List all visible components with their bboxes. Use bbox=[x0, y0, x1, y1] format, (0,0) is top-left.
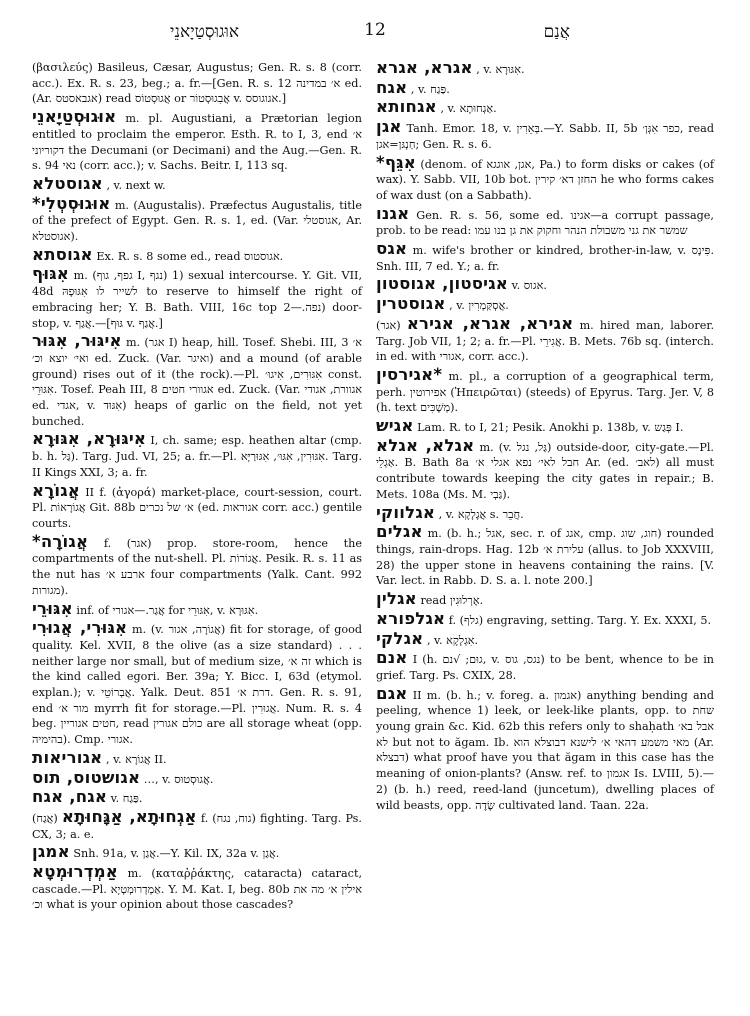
entry-headword: אנם bbox=[376, 648, 408, 668]
dictionary-entry bbox=[376, 313, 715, 365]
dictionary-entry bbox=[376, 296, 714, 314]
entry-definition: m. (b. h.; אגל, sec. r. of אגג, cmp. חוג, שוג) rounded things, rain-drops. Hag. 12b עלירת א׳ (allus. to Job XXXVIII, 28) the upper stone in heavens containing the rains. [V. Var. lect. in Rabb. D. S. a. l. note 200.] bbox=[376, 527, 715, 588]
entry-headword: אגושטוס, תוס bbox=[32, 767, 141, 787]
entry-headword: אֲגוֹרָא bbox=[32, 480, 80, 500]
entry-definition: m. pl. Augustiani, a Prætorian legion entitled to proclaim the emperor. Esth. R. to I, 3, end א׳ דקוריוני the Decumani (or Decimani) and the Aug.—Gen. R. s. 94 נאי (corr. acc.); v. Sachs. Beitr. I, 113 sq. bbox=[32, 112, 362, 173]
entry-definition: v. אגוס. bbox=[511, 279, 547, 293]
dictionary-entry bbox=[32, 109, 362, 174]
entry-headword: אגוסתא bbox=[32, 244, 93, 264]
entry-definition: m. (v. גַּל, נגל) outside-door, city-gate.—Pl. אַגְלֵי. B. Bath 8a חבל לאי׳ נפא אגלי א׳ Ar. (ed. לאב׳) all must contribute towards keeping the city gates in repair.; B. Mets. 108a (Ms. M. גַּבְי). bbox=[376, 440, 714, 501]
dictionary-entry bbox=[376, 591, 714, 609]
dictionary-entry bbox=[376, 77, 714, 98]
entry-headword: אוּגוּסְטַיָאנֵי bbox=[32, 107, 117, 127]
dictionary-entry bbox=[376, 119, 714, 152]
entry-headword: אגירא, אגרא, אגירא bbox=[406, 313, 574, 333]
dictionary-entry bbox=[376, 241, 714, 274]
entry-definition: , v. אֲגוֹרָא II. bbox=[105, 752, 167, 766]
dictionary-entry bbox=[376, 152, 714, 204]
entry-headword: אִגּוּרֵי bbox=[32, 598, 73, 618]
entry-headword: אגלא, אגלא bbox=[376, 435, 475, 455]
entry-definition: , v. next w. bbox=[106, 178, 166, 192]
entry-headword: אִגּוּף bbox=[32, 264, 69, 284]
entry-definition: , v. אֲגָלָקָא s. חֲבֵר. bbox=[438, 507, 524, 521]
entry-definition: , v. פַּגַח. bbox=[410, 82, 450, 96]
entry-definition: m. (גפף, גוף I, נגף) 1) sexual intercourse. Y. Git. VII, 48d לשייר לו אִגּוּפָהּ to reserve to himself the right of embracing her; Y. B. Bath. VIII, 16c top נפה.—2) door-stop, v. אֲגַף.—[גּוּף v. אֲגַף.] bbox=[32, 269, 362, 330]
dictionary-entry bbox=[376, 99, 714, 117]
dictionary-entry bbox=[32, 806, 362, 842]
dictionary-entry bbox=[32, 747, 362, 768]
dictionary-entry bbox=[376, 650, 714, 683]
dictionary-entry bbox=[32, 844, 362, 862]
dictionary-entry bbox=[32, 193, 362, 245]
entry-definition: m. (Augustalis). Præfectus Augustalis, title of the prefect of Egypt. Gen. R. s. 1, ed. (Var. אגוסטלי, Ar. אגוסטלא). bbox=[32, 198, 362, 244]
entry-definition: …, v. אֲגוּסְטוּס. bbox=[143, 772, 214, 786]
entry-headword: אגיש bbox=[376, 416, 414, 436]
entry-headword: אגלין bbox=[376, 589, 417, 609]
entry-headword: אגס bbox=[376, 239, 408, 259]
entry-definition: Ex. R. s. 8 some ed., read אגוסטוס. bbox=[96, 249, 284, 263]
entry-definition: read אֶרְלוּגִין. bbox=[420, 594, 484, 608]
entry-definition: (βασιλεύς) Basileus, Cæsar, Augustus; Gen. R. s. 8 (corr. acc.). Ex. R. s. 23, beg.; a. fr.—[Gen. R. s. 12 א׳ במדינה ed. (Ar. אגבאסטס) read אֲגוּסְטוֹס or אֲבִגוּסְטוֹר v. אגוגוסס.] bbox=[32, 61, 363, 106]
entry-definition: (denom. of אגן, אוגגא, Pa.) to form disks or cakes (of wax). Y. Sabb. VII, 10b bot. החזן דא׳ קירין he who forms cakes of wax dust (on a Sabbath). bbox=[376, 157, 714, 202]
entry-headword: אגלווקי bbox=[376, 502, 436, 522]
running-head-right: אֲנַם bbox=[543, 22, 570, 42]
dictionary-entry bbox=[376, 364, 714, 416]
dictionary-entry bbox=[376, 502, 714, 523]
dictionary-entry bbox=[32, 333, 362, 429]
entry-headword: אגוסטלא bbox=[32, 173, 103, 193]
entry-definition: m. (אגר I) heap, hill. Tosef. Shebi. III, 3 א׳ ואי׳ יוצא וכ׳ ed. Zuck. (Var. ואיגר) and a mound (of arable ground) rises out of it (the rock).—Pl. אִגּוּרִים, אִיגוּ׳ const. אִגּוּרֵי. Tosef. Peah III, 8 אגוורי חטים ed. Zuck. (Var. אגוורת, אגודי ed. אגדי, v. אִגּוּד) heaps of garlic on the field, not yet bunched. bbox=[32, 336, 363, 428]
entry-headword: אגירסין* bbox=[376, 364, 443, 384]
entry-definition: Snh. 91a, v. אֲגַן.—Y. Kil. IX, 32a v. אֲגַן. bbox=[73, 847, 280, 861]
dictionary-entry bbox=[376, 435, 714, 503]
entry-definition: m. pl., a corruption of a geographical term, perh. אפירוטין (Ἠπειρῶται) (steeds) of Epyrus. Targ. Jer. V, 8 (h. text מְשָׁכִּים). bbox=[376, 369, 714, 415]
entry-headword: אגנו bbox=[376, 203, 410, 223]
dictionary-entry bbox=[376, 683, 714, 814]
dictionary-entry bbox=[376, 418, 714, 436]
right-column bbox=[376, 60, 714, 815]
dictionary-entry bbox=[32, 620, 362, 748]
entry-headword: אגלפורא bbox=[376, 608, 446, 628]
entry-definition: I, ch. same; esp. heathen altar (cmp. b. h. גַּל). Targ. Jud. VI, 25; a. fr.—Pl. אִגּוּרִין, אִגּוּ׳, אִגּוּרַיָּא. Targ. II Kings XXI, 3; a. fr. bbox=[32, 434, 362, 479]
entry-definition: , v. אֲסְקַּמְרִין. bbox=[449, 299, 509, 313]
entry-headword: אִיגּוּר, אִגּוּר bbox=[32, 331, 122, 351]
entry-headword: אִגּוּרִי, אֲגוּרִי bbox=[32, 618, 128, 638]
dictionary-entry bbox=[32, 480, 363, 532]
entry-definition: II m. (b. h.; v. foreg. a. אגמון) anything bending and peeling, whence 1) leek, or leek-like plants, opp. to שחת young grain &c. Kid. 62b this refers only to shaḥath אבל בא׳ לא but not to ăgam. Ib. מאי משמע דהאי א׳ לישנא דבוצלא הוא (Ar. דבצלא) what proof have you that ăgam in this case has the meaning of onion-plants? (Answ. ref. to אגמון Is. LVIII, 5).—2) (b. h.) reed, reed-land (juncetum), dwelling places of wild beasts, opp. שָׂדֶה cultivated land. Taan. 22a. bbox=[376, 688, 714, 812]
entry-headword: אמגן bbox=[32, 842, 70, 862]
entry-definition: Gen. R. s. 56, some ed. אגינו—a corrupt passage, prob. to be read: שמשר את גני משבולת הנהר וחקוק את גן בנו עמו bbox=[376, 208, 714, 238]
dictionary-entry bbox=[32, 266, 362, 331]
entry-headword: אִיגּוּרָא, אִגּוּרָא bbox=[32, 429, 147, 449]
left-column bbox=[32, 60, 362, 915]
entry-headword: אגלקי bbox=[376, 628, 424, 648]
dictionary-entry bbox=[32, 789, 362, 807]
entry-headword: *אִגֵּף bbox=[376, 152, 416, 172]
dictionary-entry bbox=[32, 531, 363, 599]
entry-definition: m. (καταῤῥάκτης, cataracta) cataract, cascade.—Pl. אַמְדְרוּמְטְיָא. Y. M. Kat. I, beg. 80b אילין א׳ מה את וכ׳ what is your opinion about those cascades? bbox=[32, 867, 363, 912]
running-header bbox=[30, 18, 720, 48]
entry-definition: v. פַּגַח. bbox=[110, 792, 143, 806]
dictionary-entry bbox=[32, 60, 362, 107]
entry-definition: f. (גלף) engraving, setting. Targ. Y. Ex. XXXI, 5. bbox=[448, 613, 712, 627]
dictionary-entry bbox=[376, 276, 714, 294]
entry-headword: אַגְחוּתָא, אַגָּחוּתָא bbox=[61, 806, 197, 826]
dictionary-entry bbox=[376, 608, 714, 629]
entry-definition: Lam. R. to I, 21; Pesik. Anokhi p. 138b, v. פְּגַש I. bbox=[417, 421, 684, 435]
entry-definition: Tanh. Emor. 18, v. בְּאֵרִין.—Y. Sabb. II, 5b כפר אִגְּן׳, read חַנְגּן=אגן; Gen. R. s. 6. bbox=[376, 122, 714, 151]
dictionary-entry bbox=[32, 244, 362, 265]
entry-headword: אַמְדְרוּמְטָא bbox=[32, 862, 119, 882]
entry-definition: f. (אגר) prop. store-room, hence the compartments of the nut-shell. Pl. אֲגוֹרוֹת. Pesik. R. s. 11 as the nut has ארבע א׳ four compartments (Yalk. Cant. 992 מגורות). bbox=[32, 536, 363, 597]
dictionary-entry bbox=[376, 60, 714, 78]
page-number: 12 bbox=[364, 20, 386, 40]
entry-definition: (אֲגַח) f. (גוח, נגח) fighting. Targ. Ps. CX, 3; a. e. bbox=[32, 811, 362, 841]
dictionary-entry bbox=[32, 173, 362, 194]
dictionary-entry bbox=[376, 524, 714, 589]
dictionary-entry bbox=[376, 628, 714, 649]
dictionary-entry bbox=[32, 767, 362, 788]
entry-headword: אגח, אגח bbox=[32, 787, 108, 807]
dictionary-entry bbox=[32, 864, 362, 913]
dictionary-entry bbox=[376, 203, 714, 239]
entry-definition: , v. אִגְלָקָא. bbox=[426, 633, 479, 647]
entry-headword: *אֲגוֹרָה bbox=[32, 531, 89, 551]
entry-definition: II f. (ἀγορά) market-place, court-session, court. Pl. אֲגוֹרָאוֹת Git. 88b א׳ של נכרים (ed. אגוראות corr. acc.) gentile courts. bbox=[32, 485, 363, 530]
dictionary-entry bbox=[32, 598, 362, 619]
entry-headword: אגחותא bbox=[376, 97, 437, 117]
entry-definition: , v. אִגּוּרָא. bbox=[476, 63, 525, 76]
entry-definition: inf. of אֲגַר.—אגורי for אִגּוּרֵי, v. אִגּוּרָא. bbox=[76, 603, 259, 617]
entry-headword: אגוריאות bbox=[32, 747, 103, 767]
entry-definition: I (h. גוּם; √נם, v. נגס, גוס) to be bent, whence to be in grief. Targ. Ps. CXIX, 28. bbox=[376, 653, 714, 682]
dictionary-entry bbox=[32, 431, 362, 480]
running-head-left: אוּגוּסְטַיָאנֵי bbox=[170, 22, 240, 42]
entry-definition: , v. אַגְחוּתָא. bbox=[440, 102, 497, 116]
entry-headword: אגוסטרין bbox=[376, 294, 446, 314]
entry-definition: m. (v. אֲגוֹרָה, אגור) fit for storage, of good quality. Kel. XVII, 8 the olive (as a size standard) . . . neither large nor small, but of medium size, זה א׳ which is the kind called egori. Ber. 39a; Y. Bicc. I, 63d (etymol. explan.); v. אֲבְרוֹטֵי. Yalk. Deut. 851 דרת א׳. Gen. R. s. 91, end מור א׳ myrrh fit for storage.—Pl. אֲגוּרִין. Num. R. s. 4 beg. חטים אגוריין, read כולם אגורין are all storage wheat (opp. בהימיה). Cmp. אגורי. bbox=[32, 623, 363, 747]
entry-headword: אגן bbox=[376, 117, 402, 137]
entry-headword: אגלים bbox=[376, 522, 423, 542]
entry-headword: אגרא, אגרא bbox=[376, 58, 473, 77]
entry-headword: *אוּגוּסְטְלִי bbox=[32, 193, 111, 213]
entry-headword: אגיסטון, אגוסטון bbox=[376, 274, 509, 294]
entry-headword: אגח bbox=[376, 77, 408, 97]
entry-definition: m. wife's brother or kindred, brother-in-law, v. פִּינָס. Snh. III, 7 ed. Y.; a. fr. bbox=[376, 244, 714, 273]
entry-headword: אגם bbox=[376, 683, 408, 703]
entry-definition: (אגר) m. hired man, laborer. Targ. Job VII, 1; 2; a. fr.—Pl. אֲגִירֵי. B. Mets. 76b sq. (interch. in ed. with אגורי, corr. acc.). bbox=[376, 318, 715, 364]
